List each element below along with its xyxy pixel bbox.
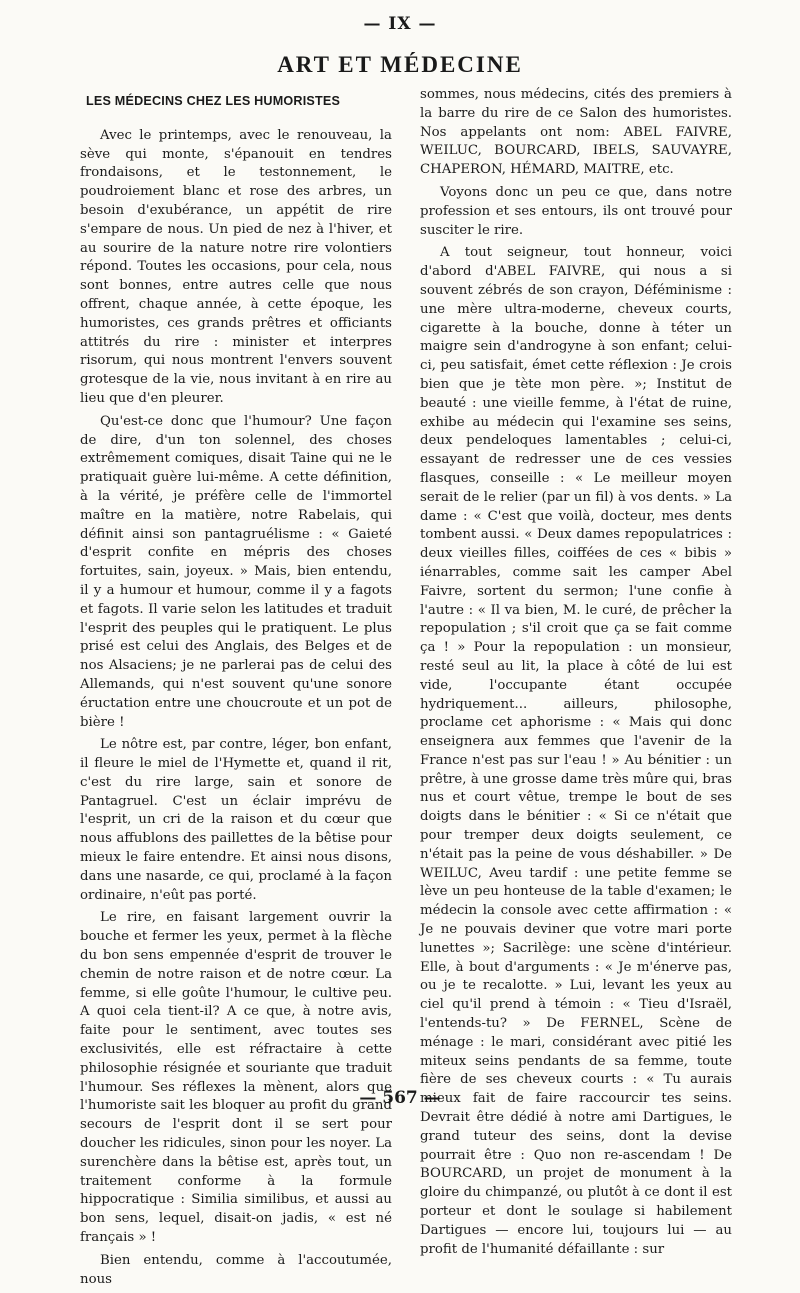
paragraph: Bien entendu, comme à l'accoutumée, nous [80,1252,392,1287]
paragraph: Qu'est-ce donc que l'humour? Une façon de dire, d'un ton solennel, des choses extrêmement comiques, disait Taine qui ne le pratiquait guère lui-même. A cette définition, à la vérité, je préfère celle de l'immortel maître en la matière, notre Rabelais, qui définit ainsi son pantagruélisme : « Gaieté d'esprit confite en mépris des choses fortuites, sain, joyeux. » Mais, bien entendu, il y a humour et humour, comme il y a fagots et fagots. Il varie selon les latitudes et traduit l'esprit des peuples qui le pratiquent. Le plus prisé est celui des Anglais, des Belges et de nos Alsaciens; je ne parlerai pas de celui des Allemands, qui n'est souvent qu'une sonore éructation entre une choucroute et un pot de bière ! [80,413,392,730]
paragraph: Voyons donc un peu ce que, dans notre profession et ses entours, ils ont trouvé pour susciter le rire. [420,184,732,238]
paragraph: Avec le printemps, avec le renouveau, la sève qui monte, s'épanouit en tendres frondaisons, et le testonnement, le poudroiement blanc et rose des arbres, un besoin d'exubérance, un appétit de rire s'empare de nous. Un pied de nez à l'hiver, et au sourire de la nature notre rire volontiers répond. Toutes les occasions, pour cela, nous sont bonnes, entre autres celle que nous offrent, chaque année, à cette époque, les humoristes, ces grands prêtres et officiants attitrés du rire : minister et interpres risorum, qui nous montrent l'envers souvent grotesque de la vie, nous invitant à en rire au lieu que d'en pleurer. [80,127,392,406]
page-header-roman: — IX — [363,14,437,34]
left-column [80,88,392,1293]
paragraph: Le rire, en faisant largement ouvrir la bouche et fermer les yeux, permet à la flèche du bon sens empennée d'esprit de trouver le chemin de notre raison et de notre cœur. La femme, si elle goûte l'humour, le cultive peu. A quoi cela tient-il? A ce que, à notre avis, faite pour le sentiment, avec toutes ses exclusivités, elle est réfractaire à cette philosophie résignée et souriante que traduit l'humour. Ses réflexes la mènent, alors que l'humoriste sait les bloquer au profit du grand secours de l'esprit dont il se sert pour doucher les ridicules, sinon pour les noyer. La surenchère dans la bêtise est, après tout, un traitement conforme à la formule hippocratique : Similia similibus, et aussi au bon sens, lequel, disait-on jadis, « est né français » ! [80,910,392,1246]
paragraph: Le nôtre est, par contre, léger, bon enfant, il fleure le miel de l'Hymette et, quand il rit, c'est du rire large, sain et sonore de Pantagruel. C'est un éclair imprévu de l'esprit, un cri de la raison et du cœur que nous affublons des paillettes de la bêtise pour mieux le faire entendre. Et ainsi nous disons, dans une nasarde, ce qui, proclamé à la façon ordinaire, n'eût pas porté. [80,737,392,903]
page-number: — 567 — [359,1088,441,1108]
paragraph: A tout seigneur, tout honneur, voici d'abord d'ABEL FAIVRE, qui nous a si souvent zébrés de son crayon, Déféminisme : une mère ultra-moderne, cheveux courts, cigarette à la bouche, donne à téter un maigre sein d'androgyne à son enfant; celui-ci, peu satisfait, émet cette réflexion : Je crois bien que je tète mon père. »; Institut de beauté : une vieille femme, à l'état de ruine, exhibe au médecin qui l'examine ses seins, deux pendeloques lamentables ; celui-ci, essayant de redresser une de ces vessies flasques, conseille : « Le meilleur moyen serait de le relier (par un fil) à vos dents. » La dame : « C'est que voilà, docteur, mes dents tombent aussi. « Deux dames repopulatrices : deux vieilles filles, coiffées de ces « bibis » iénarrables, comme sait les camper Abel Faivre, sortent du sermon; l'une confie à l'autre : « Il va bien, M. le curé, de prêcher la repopulation ; s'il croit que ça se fait comme ça ! » Pour la repopulation : un monsieur, resté seul au lit, la place à côté de lui est vide, l'occupante étant occupée hydriquement... ailleurs, philosophe, proclame cet aphorisme : « Mais qui donc enseignera aux femmes que l'avenir de la France n'est pas sur l'eau ! » Au bénitier : un prêtre, à une grosse dame très mûre qui, bras nus et court vêtue, trempe le bout de ses doigts dans le bénitier : « Si ce n'était que pour tremper deux doigts seulement, ce n'était pas la peine de vous déshabiller. » De WEILUC, Aveu tardif : une petite femme se lève un peu honteuse de la table d'examen; le médecin la console avec cette affirmation : « Je ne pouvais deviner que votre mari porte lunettes »; Sacrilège: une scène d'intérieur. Elle, à bout d'arguments : « Je m'énerve pas, ou je te recalotte. » Lui, levant les yeux au ciel qu'il prend à témoin : « Tieu d'Israël, l'entends-tu? » De FERNEL, Scène de ménage : le mari, considérant avec pitié les miteux seins pendants de sa femme, toute fière de ses cheveux courts : « Tu aurais mieux fait de faire raccourcir tes seins. Devrait être dédié à notre ami Dartigues, le grand tuteur des seins, dont la devise pourrait être : Quo non re-ascendam ! De BOURCARD, un projet de monument à la gloire du chimpanzé, ou plutôt à ce dont il est porteur et dont le soulage si habilement Dartigues — encore lui, toujours lui — au profit de l'humanité défaillante : sur [420,245,732,1257]
right-column [420,86,732,1263]
section-heading: LES MÉDECINS CHEZ LES HUMORISTES [86,94,341,108]
paragraph: sommes, nous médecins, cités des premiers à la barre du rire de ce Salon des humoristes. Nos appelants ont nom: ABEL FAIVRE, WEILUC, BOURCARD, IBELS, SAUVAYRE, CHAPERON, HÉMARD, MAITRE, etc. [420,87,732,178]
article-title: ART ET MÉDECINE [277,52,523,77]
